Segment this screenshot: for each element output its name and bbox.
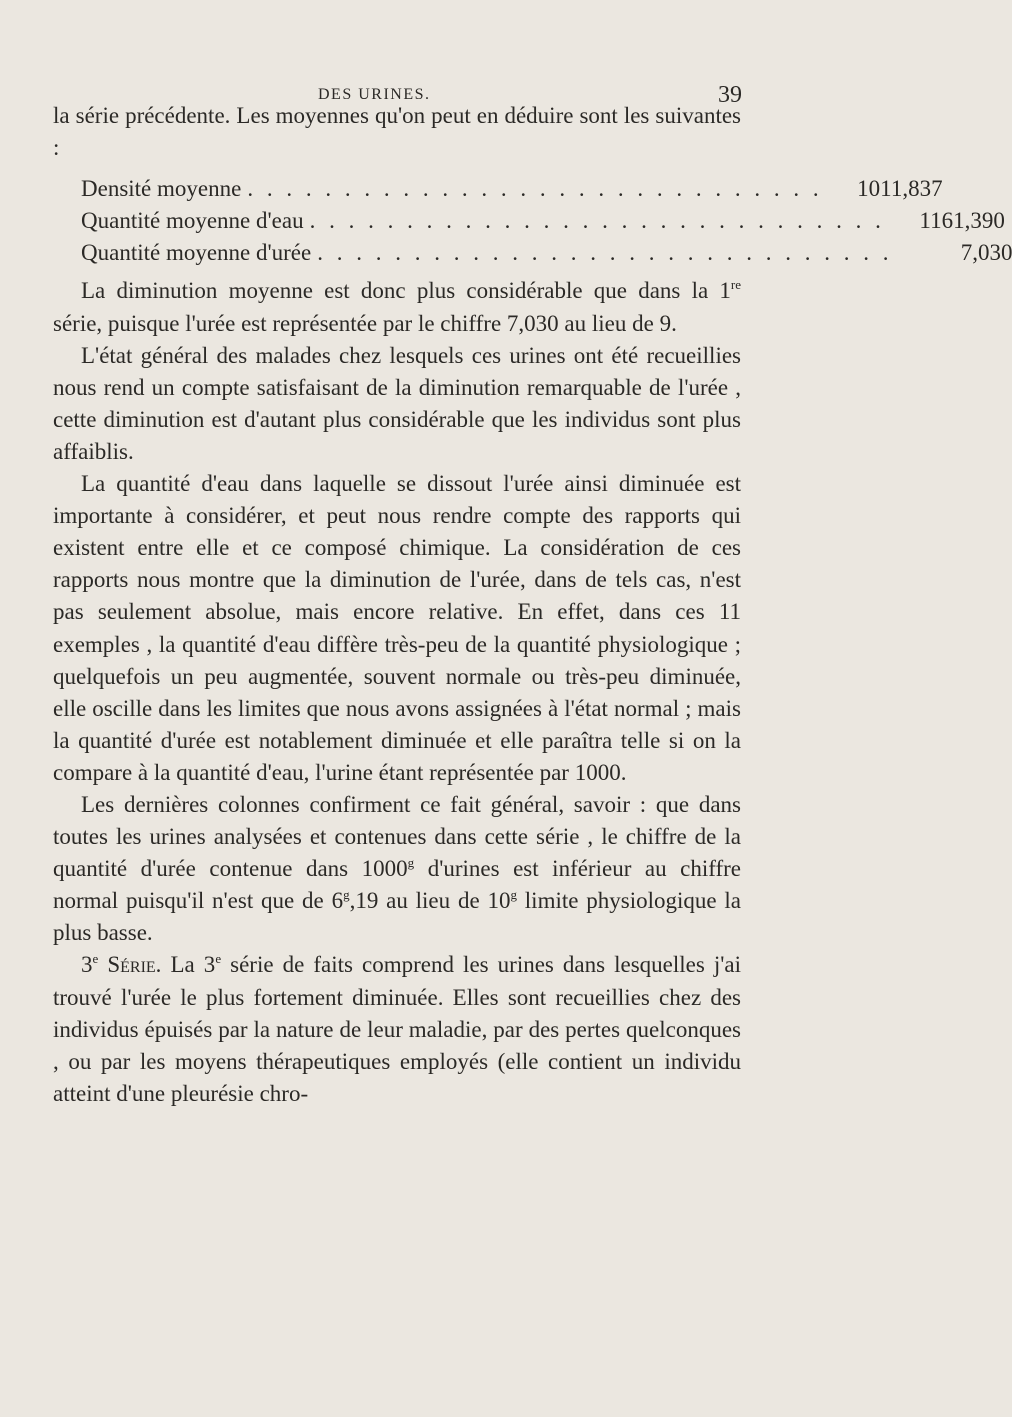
superscript: re [730, 277, 741, 293]
dot-leader: . . . . . . . . . . . . . . . . . . . . . . . . . . . . . . [247, 176, 823, 202]
text-run: La 3 [161, 952, 216, 978]
paragraph-troisieme-serie [53, 949, 741, 1109]
averages-row [81, 173, 943, 205]
average-value: 7,030 [960, 240, 1012, 266]
superscript: g [407, 855, 415, 871]
average-value: 1161,390 [919, 208, 1005, 234]
text-run: La diminution moyenne est donc plus considérable que dans la 1 [81, 278, 731, 304]
text-run: limite physiologique la plus basse. [53, 888, 742, 946]
paragraph-etat-general: L'état général des malades chez lesquels ces urines ont été recueillies nous rend un compte satisfaisant de la diminution remarquable de l'urée , cette diminution est d'autant plus considérable que les individus sont plus affaiblis. [53, 342, 741, 464]
text-run: d'urines est inférieur au chiffre normal puisqu'il n'est que de 6 [53, 856, 742, 914]
running-title: DES URINES. [318, 86, 431, 103]
average-label: Quantité moyenne d'urée [81, 240, 312, 266]
series-number: 3 [81, 952, 93, 978]
average-value: 1011,837 [857, 176, 943, 202]
paragraph-dernieres-colonnes [53, 789, 741, 949]
dot-leader: . . . . . . . . . . . . . . . . . . . . . . . . . . . . . . [317, 240, 893, 266]
paragraph-quantite-eau: La quantité d'eau dans laquelle se dissout l'urée ainsi diminuée est importante à considérer, et peut nous rendre compte des rapports qui existent entre elle et ce composé chimique. La considération de ces rapports nous montre que la diminution de l'urée, dans de tels cas, n'est pas seulement absolue, mais encore relative. En effet, dans ces 11 exemples , la quantité d'eau diffère très-peu de la quantité physiologique ; quelquefois un peu augmentée, souvent normale ou très-peu diminuée, elle oscille dans les limites que nous avons assignées à l'état normal ; mais la quantité d'urée est notablement diminuée et elle paraîtra telle si on la compare à la quantité d'eau, l'urine étant représentée par 1000. [53, 471, 741, 785]
page-body [53, 100, 1012, 1110]
intro-paragraph: la série précédente. Les moyennes qu'on peut en déduire sont les suivantes : [53, 103, 741, 161]
text-run: Les dernières colonnes confirment ce fait général, savoir : que dans toutes les urines analysées et contenues dans cette série , le chiffre de la quantité d'urée contenue dans 1000 [53, 791, 741, 882]
average-label: Quantité moyenne d'eau [81, 208, 304, 234]
dot-leader: . . . . . . . . . . . . . . . . . . . . . . . . . . . . . . [309, 208, 885, 234]
averages-row [81, 205, 1005, 237]
text-run: série de faits comprend les urines dans lesquelles j'ai trouvé l'urée le plus fortement diminuée. Elles sont recueillies chez des individus épuisés par la nature de leur maladie, par des pertes quelconques , ou par les moyens thérapeutiques employés (elle contient un individu atteint d'une pleurésie chro- [53, 952, 742, 1106]
text-run: série, puisque l'urée est représentée par le chiffre 7,030 au lieu de 9. [53, 310, 677, 336]
average-label: Densité moyenne [81, 176, 242, 202]
paragraph-diminution [53, 275, 741, 339]
superscript: e [92, 951, 99, 967]
page-number: 39 [718, 82, 742, 108]
averages-row [81, 237, 1012, 269]
superscript: g [343, 887, 350, 903]
averages-table [81, 173, 1012, 269]
superscript: e [215, 951, 222, 967]
text-run: ,19 au lieu de 10 [349, 888, 511, 914]
superscript: g [510, 887, 517, 903]
series-heading: Série. [98, 952, 162, 978]
